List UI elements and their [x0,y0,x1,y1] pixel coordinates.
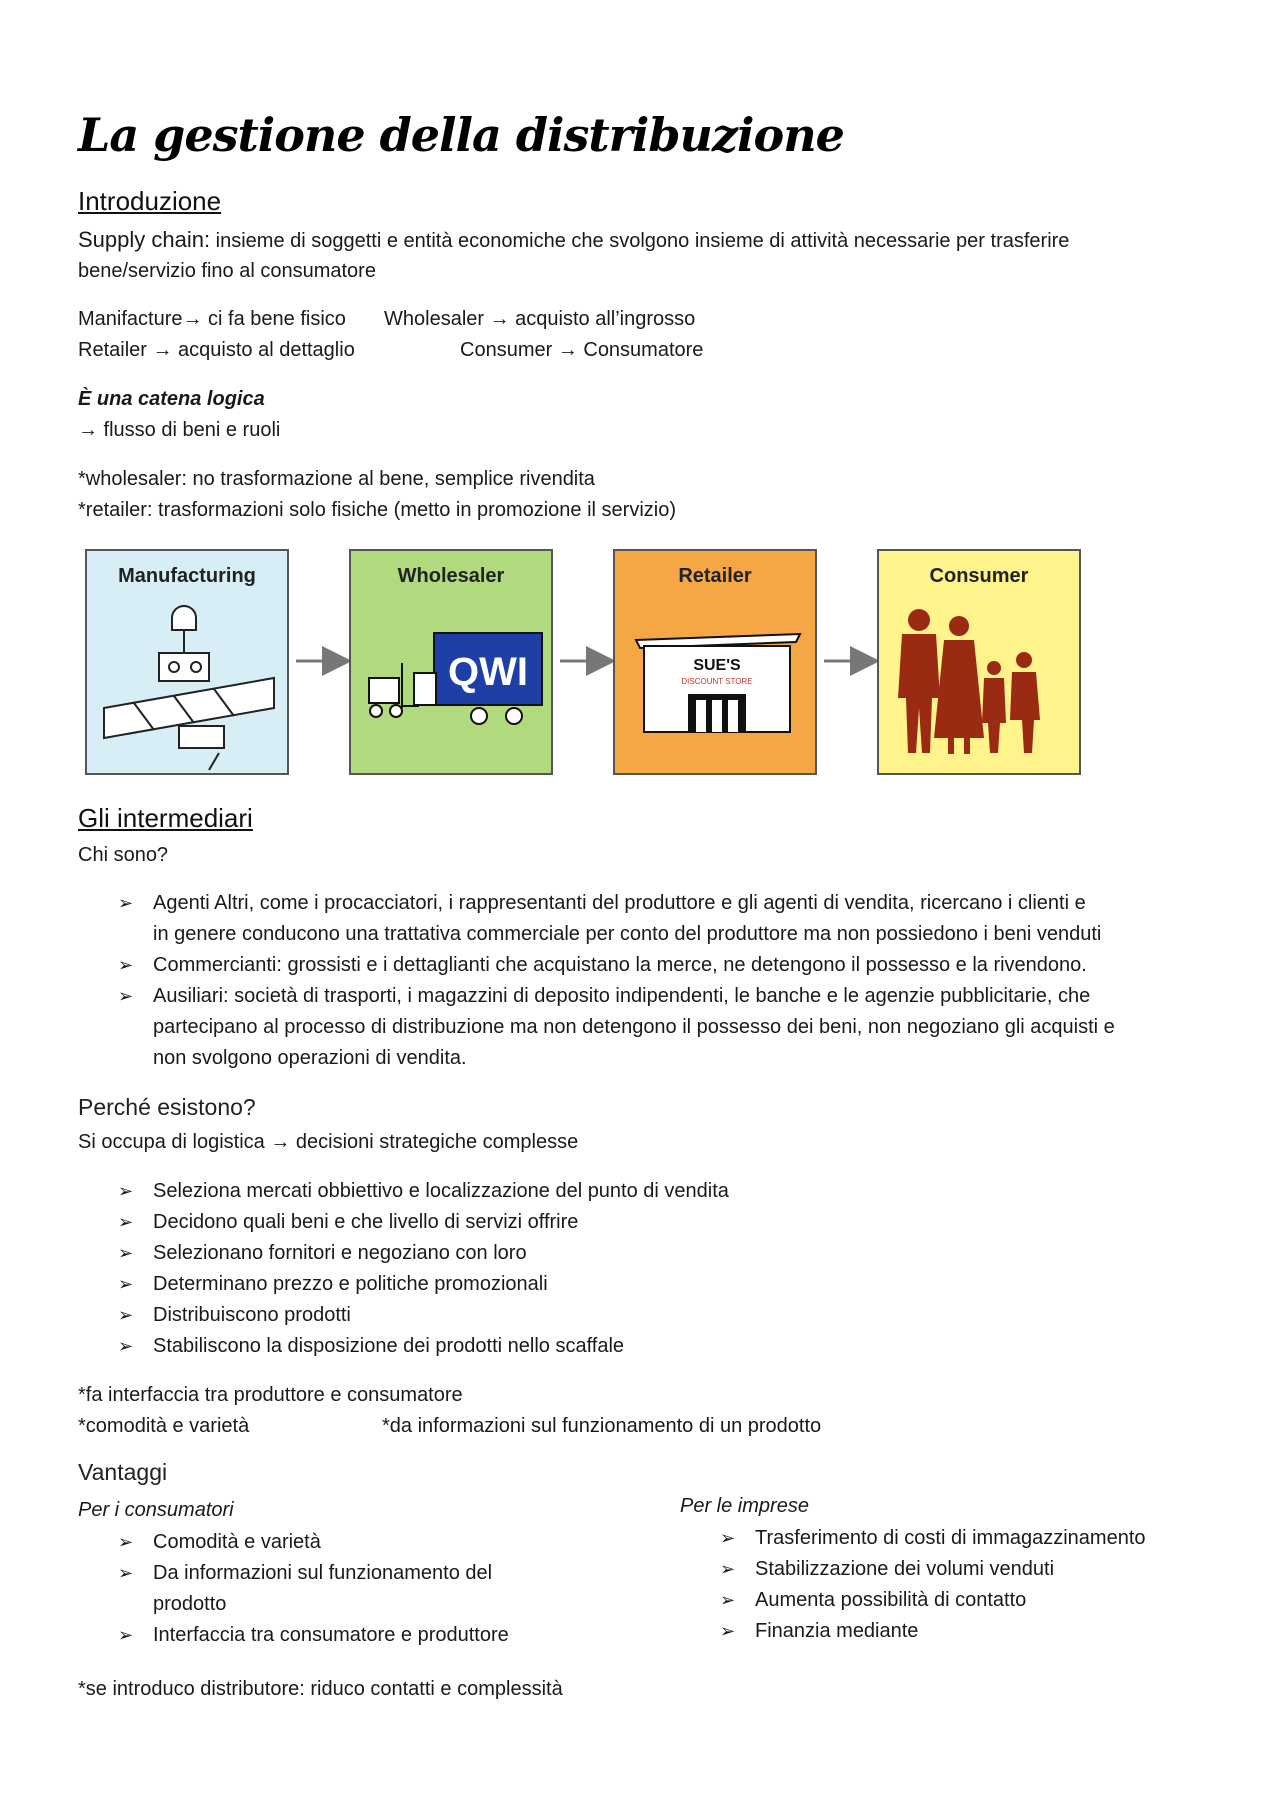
consumatori-item-line2: prodotto [153,1593,227,1615]
bullet-arrow-icon: ➢ [118,1305,134,1325]
perche-item: Decidono quali beni e che livello di servizi offrire [153,1211,579,1233]
perche-heading: Perché esistono? [78,1094,256,1120]
list-item [118,1300,1118,1331]
stage-manufacturing-label: Manufacturing [118,565,256,587]
list-item [118,1558,638,1620]
list-item [118,1620,638,1651]
role-wholesaler: Wholesaler → acquisto all’ingrosso [384,308,696,330]
list-item [118,888,1218,950]
intermediari-commercianti: Commercianti: grossisti e i dettaglianti che acquistano la merce, ne detengono il possesso e la rivendono. [153,954,1087,976]
imprese-title: Per le imprese [680,1495,809,1517]
vantaggi-note: *se introduco distributore: riduco contatti e complessità [78,1678,563,1700]
list-item [118,1331,1118,1362]
store-subtitle: DISCOUNT STORE [681,677,753,686]
consumatori-title: Per i consumatori [78,1499,234,1521]
note-wholesaler: *wholesaler: no trasformazione al bene, semplice rivendita [78,468,595,490]
consumatori-item: Interfaccia tra consumatore e produttore [153,1624,509,1646]
list-item [118,1269,1118,1300]
chain-text: → flusso di beni e ruoli [78,419,281,441]
intermediari-heading: Gli intermediari [78,803,253,833]
perche-item: Selezionano fornitori e negoziano con loro [153,1242,527,1264]
consumatori-item: Comodità e varietà [153,1531,321,1553]
stage-manufacturing [86,550,288,774]
imprese-item: Stabilizzazione dei volumi venduti [755,1558,1055,1580]
intermediari-agenti-line2: in genere conducono una trattativa commerciale per conto del produttore ma non possiedono i beni venduti [153,923,1102,945]
perche-item: Stabiliscono la disposizione dei prodotti nello scaffale [153,1335,625,1357]
perche-note-2: *comodità e varietà [78,1415,250,1437]
role-consumer: Consumer → Consumatore [460,339,704,361]
list-item [720,1523,1240,1554]
bullet-arrow-icon: ➢ [118,1563,134,1583]
supply-chain-text-2: bene/servizio fino al consumatore [78,260,376,282]
perche-item: Seleziona mercati obbiettivo e localizzazione del punto di vendita [153,1180,729,1202]
consumatori-item-line1: Da informazioni sul funzionamento del [153,1562,493,1584]
imprese-item: Finanzia mediante [755,1620,919,1642]
perche-item: Determinano prezzo e politiche promozionali [153,1273,548,1295]
stage-consumer-label: Consumer [929,565,1029,587]
chain-title: È una catena logica [78,388,265,410]
intermediari-ausiliari-line1: Ausiliari: società di trasporti, i magazzini di deposito indipendenti, le banche e le agenzie pubblicitarie, che [153,985,1091,1007]
bullet-arrow-icon: ➢ [720,1528,736,1548]
note-retailer: *retailer: trasformazioni solo fisiche (metto in promozione il servizio) [78,499,676,521]
bullet-arrow-icon: ➢ [118,1212,134,1232]
stage-consumer [878,550,1080,774]
bullet-arrow-icon: ➢ [118,1243,134,1263]
list-item [720,1616,1240,1647]
bullet-arrow-icon: ➢ [118,893,134,913]
supply-chain-diagram [84,548,1100,778]
list-item [118,981,1218,1074]
supply-chain-line [78,224,1069,257]
stage-retailer [614,550,816,774]
page-title: La gestione della distribuzione [78,108,844,162]
truck-logo-text: QWI [448,650,528,694]
list-item [720,1585,1240,1616]
bullet-arrow-icon: ➢ [118,1336,134,1356]
list-item [118,1207,1118,1238]
bullet-arrow-icon: ➢ [118,955,134,975]
perche-intro: Si occupa di logistica → decisioni strategiche complesse [78,1131,579,1153]
stage-retailer-label: Retailer [678,565,752,587]
role-retailer: Retailer → acquisto al dettaglio [78,339,355,361]
bullet-arrow-icon: ➢ [720,1621,736,1641]
intermediari-question: Chi sono? [78,844,169,866]
perche-note-1: *fa interfaccia tra produttore e consumatore [78,1384,463,1406]
bullet-arrow-icon: ➢ [118,1625,134,1645]
list-item [720,1554,1240,1585]
supply-chain-text: insieme di soggetti e entità economiche che svolgono insieme di attività necessarie per trasferire [210,230,1070,252]
role-manufacture: Manifacture→ ci fa bene fisico [78,308,346,330]
intro-heading: Introduzione [78,186,222,216]
stage-wholesaler-label: Wholesaler [397,565,505,587]
bullet-arrow-icon: ➢ [118,1181,134,1201]
bullet-arrow-icon: ➢ [720,1559,736,1579]
perche-note-3: *da informazioni sul funzionamento di un prodotto [382,1415,822,1437]
intermediari-ausiliari-line3: non svolgono operazioni di vendita. [153,1047,467,1069]
vantaggi-heading: Vantaggi [78,1459,168,1485]
store-icon [636,634,800,732]
bullet-arrow-icon: ➢ [118,986,134,1006]
list-item [118,950,1218,981]
bullet-arrow-icon: ➢ [118,1274,134,1294]
stage-wholesaler [350,550,552,774]
list-item [118,1238,1118,1269]
list-item [118,1527,638,1558]
perche-item: Distribuiscono prodotti [153,1304,351,1326]
imprese-item: Aumenta possibilità di contatto [755,1589,1027,1611]
bullet-arrow-icon: ➢ [118,1532,134,1552]
list-item [118,1176,1118,1207]
supply-chain-label: Supply chain: [78,227,211,252]
bullet-arrow-icon: ➢ [720,1590,736,1610]
intermediari-ausiliari-line2: partecipano al processo di distribuzione ma non detengono il possesso dei beni, non negoziano gli acquisti e [153,1016,1115,1038]
intermediari-agenti-line1: Agenti Altri, come i procacciatori, i rappresentanti del produttore e gli agenti di vendita, ricercano i clienti e [153,892,1086,914]
imprese-item: Trasferimento di costi di immagazzinamento [755,1527,1146,1549]
store-name: SUE'S [693,657,741,674]
